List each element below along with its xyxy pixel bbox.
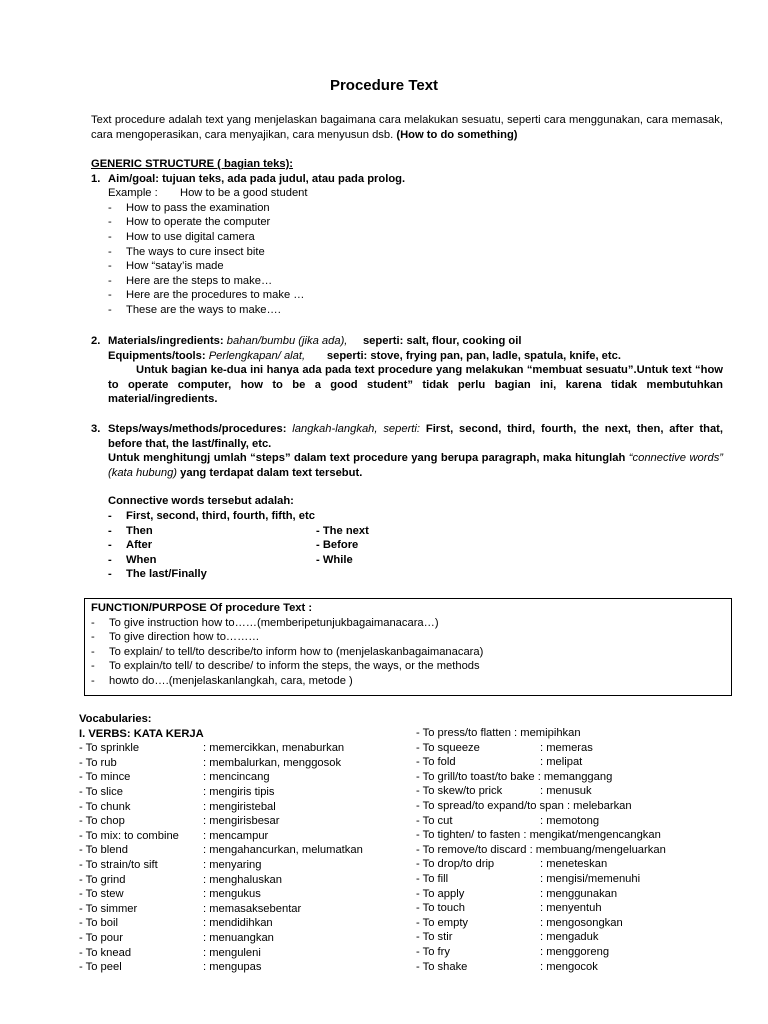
vocab-term: - To remove/to discard bbox=[416, 843, 527, 856]
vocab-row bbox=[416, 901, 666, 916]
vocab-meaning: : mengiris tipis bbox=[203, 785, 275, 798]
vocab-meaning: : menusuk bbox=[540, 785, 592, 798]
vocab-meaning: : mencampur bbox=[203, 829, 269, 842]
vocab-subheading: I. VERBS: KATA KERJA bbox=[79, 727, 204, 740]
aim-example-value: How to be a good student bbox=[180, 187, 308, 200]
vocab-row bbox=[416, 828, 666, 843]
vocab-meaning: : memipihkan bbox=[514, 727, 581, 739]
vocab-term: - To skew/to prick bbox=[416, 785, 503, 798]
vocab-right-list bbox=[416, 726, 666, 974]
vocab-meaning: : melipat bbox=[540, 756, 583, 769]
vocab-meaning: : menggoreng bbox=[540, 945, 610, 958]
vocab-right bbox=[416, 726, 666, 974]
vocab-term: - To fry bbox=[416, 945, 450, 958]
page-title: Procedure Text bbox=[329, 77, 439, 94]
list-item: - How to pass the examination bbox=[108, 201, 270, 214]
vocab-term: - To tighten/ to fasten bbox=[416, 829, 521, 842]
vocab-meaning: : mengiristebal bbox=[203, 800, 276, 813]
vocab-term: - To sprinkle bbox=[79, 742, 140, 755]
aim-list bbox=[91, 201, 723, 318]
vocab-meaning: : melebarkan bbox=[566, 799, 632, 812]
materials-note: Untuk bagian ke-dua ini hanya ada pada text procedure yang melakukan “membuat sesuatu”.Untuk text “how to operate computer, how to be a good student” tidak perlu bagian ini, karena tidak membutuhkan material/ingredients. bbox=[108, 364, 723, 406]
vocab-term: - To fold bbox=[416, 756, 456, 769]
vocab-meaning: : menyaring bbox=[203, 858, 262, 871]
aim-heading bbox=[91, 172, 723, 187]
vocab-meaning: : memanggang bbox=[537, 770, 613, 783]
aim-example-label: Example : bbox=[108, 187, 158, 200]
vocab-meaning: : mengocok bbox=[540, 960, 598, 973]
vocab-meaning: : membalurkan, menggosok bbox=[203, 756, 342, 769]
vocab-term: - To touch bbox=[416, 902, 465, 915]
connective-heading: Connective words tersebut adalah: bbox=[108, 495, 294, 508]
vocab-term: - To stew bbox=[79, 888, 124, 901]
vocab-term: - To mince bbox=[79, 771, 131, 784]
equipments-line: Equipments/tools: Perlengkapan/ alat, seperti: stove, frying pan, pan, ladle, spatula, knife, etc. bbox=[108, 349, 621, 362]
vocab-row bbox=[416, 843, 666, 858]
steps-note: Untuk menghitungj umlah “steps” dalam text procedure yang berupa paragraph, maka hitunglah “connective words” (kata hubung) yang terdapat dalam text tersebut. bbox=[108, 452, 724, 479]
vocab-row bbox=[416, 784, 666, 799]
materials-section bbox=[91, 334, 723, 407]
list-item: - To explain/to tell/ to describe/ to inform the steps, the ways, or the methods bbox=[91, 660, 480, 673]
vocab-meaning: : mendidihkan bbox=[203, 917, 273, 930]
vocab-meaning: : mengosongkan bbox=[540, 916, 623, 929]
vocab-row bbox=[416, 755, 666, 770]
steps-section bbox=[91, 422, 723, 582]
vocab-row bbox=[416, 930, 666, 945]
vocab-meaning: : membuang/mengeluarkan bbox=[529, 843, 666, 856]
vocab-meaning: : memeras bbox=[540, 741, 593, 754]
vocab-term: - To grind bbox=[79, 873, 126, 886]
vocab-term: - To grill/to toast/to bake bbox=[416, 770, 535, 783]
intro-paragraph bbox=[91, 113, 723, 142]
vocab-row bbox=[416, 741, 666, 756]
vocab-term: - To peel bbox=[79, 961, 122, 974]
list-item: - To explain/ to tell/to describe/to inform how to (menjelaskanbagaimanacara) bbox=[91, 645, 484, 658]
materials-line: 2. Materials/ingredients: bahan/bumbu (jika ada), seperti: salt, flour, cooking oil bbox=[91, 335, 522, 347]
vocab-row bbox=[416, 945, 666, 960]
vocab-term: - To press/to flatten bbox=[416, 727, 511, 739]
list-item: - First, second, third, fourth, fifth, etc bbox=[108, 509, 315, 522]
list-item: - Here are the procedures to make … bbox=[108, 289, 305, 302]
vocab-term: - To chop bbox=[79, 815, 125, 828]
list-item: - Here are the steps to make… bbox=[108, 274, 273, 287]
list-item: - howto do….(menjelaskanlangkah, cara, metode ) bbox=[91, 674, 353, 687]
vocab-meaning: : mengikat/mengencangkan bbox=[523, 829, 661, 842]
vocab-left bbox=[79, 712, 403, 975]
vocab-meaning: : menguleni bbox=[203, 946, 261, 959]
vocab-meaning: : memercikkan, menaburkan bbox=[203, 742, 345, 755]
vocab-row bbox=[416, 887, 666, 902]
vocab-meaning: : mengisi/memenuhi bbox=[540, 872, 641, 885]
list-item: - How “satay’is made bbox=[108, 260, 224, 273]
vocab-row bbox=[416, 872, 666, 887]
list-item: - How to operate the computer bbox=[108, 216, 271, 229]
vocab-row bbox=[416, 799, 666, 814]
vocab-term: - To pour bbox=[79, 931, 123, 944]
vocab-meaning: : menyentuh bbox=[540, 902, 602, 915]
vocab-term: - To rub bbox=[79, 756, 117, 769]
vocab-meaning: : mengirisbesar bbox=[203, 815, 280, 828]
list-item: - The ways to cure insect bite bbox=[108, 245, 265, 258]
vocab-term: - To cut bbox=[416, 814, 453, 827]
generic-structure-section bbox=[91, 157, 723, 318]
vocab-term: - To shake bbox=[416, 960, 468, 973]
vocab-term: - To spread/to expand/to span bbox=[416, 799, 564, 812]
vocab-row bbox=[416, 960, 666, 975]
list-item: - When - While bbox=[108, 553, 353, 566]
vocab-meaning: : mengahancurkan, melumatkan bbox=[203, 844, 363, 857]
vocab-row bbox=[416, 857, 666, 872]
list-item: - After - Before bbox=[108, 539, 359, 552]
vocab-meaning: : menggunakan bbox=[540, 887, 618, 900]
intro-text: Text procedure adalah text yang menjelaskan bagaimana cara melakukan sesuatu, seperti cara menggunakan, cara memasak, cara mengoperasikan, cara menyajikan, cara menyusun dsb. bbox=[91, 114, 723, 141]
vocab-meaning: : menuangkan bbox=[203, 931, 274, 944]
vocab-meaning: : mengukus bbox=[203, 888, 261, 901]
function-box bbox=[84, 598, 732, 696]
vocab-meaning: : mengupas bbox=[203, 961, 262, 974]
vocab-row bbox=[416, 726, 666, 741]
vocab-meaning: : mengaduk bbox=[540, 931, 599, 944]
vocab-term: - To knead bbox=[79, 946, 132, 959]
vocab-left-list bbox=[79, 741, 403, 975]
vocab-term: - To empty bbox=[416, 916, 469, 929]
list-item: - These are the ways to make…. bbox=[108, 303, 281, 316]
list-item: - How to use digital camera bbox=[108, 230, 255, 243]
vocab-heading: Vocabularies: bbox=[79, 713, 152, 725]
aim-example bbox=[91, 186, 723, 201]
vocab-term: - To slice bbox=[79, 785, 123, 798]
list-item: - Then - The next bbox=[108, 524, 369, 537]
aim-label: Aim/goal: tujuan teks, ada pada judul, atau pada prolog. bbox=[108, 172, 406, 185]
vocab-term: - To fill bbox=[416, 872, 449, 885]
vocab-term: - To squeeze bbox=[416, 741, 480, 754]
vocab-meaning: : menghaluskan bbox=[203, 873, 282, 886]
vocab-term: - To drop/to drip bbox=[416, 858, 495, 871]
intro-bold-tail: (How to do something) bbox=[396, 128, 518, 141]
vocab-meaning: : mencincang bbox=[203, 771, 270, 784]
list-item: - To give direction how to……… bbox=[91, 631, 260, 644]
vocab-term: - To simmer bbox=[79, 902, 138, 915]
vocab-term: - To apply bbox=[416, 887, 465, 900]
vocab-term: - To mix: to combine bbox=[79, 829, 179, 842]
vocab-row bbox=[416, 916, 666, 931]
function-heading: FUNCTION/PURPOSE Of procedure Text : bbox=[91, 602, 313, 614]
vocab-term: - To chunk bbox=[79, 800, 131, 813]
vocab-term: - To strain/to sift bbox=[79, 858, 158, 871]
vocab-row bbox=[416, 814, 666, 829]
vocab-meaning: : meneteskan bbox=[540, 858, 608, 871]
steps-line: 3. Steps/ways/methods/procedures: langkah-langkah, seperti: First, second, third, fourth, the next, then, after that, before that, the last/finally, etc. bbox=[91, 423, 724, 450]
vocab-term: - To stir bbox=[416, 931, 453, 944]
aim-number: 1. bbox=[91, 172, 101, 185]
vocab-meaning: : memotong bbox=[540, 814, 600, 827]
generic-structure-heading: GENERIC STRUCTURE ( bagian teks): bbox=[91, 158, 294, 170]
vocab-term: - To blend bbox=[79, 844, 128, 857]
list-item: - To give instruction how to……(memberipetunjukbagaimanacara…) bbox=[91, 616, 439, 629]
vocab-row bbox=[416, 770, 666, 785]
list-item: - The last/Finally bbox=[108, 568, 207, 581]
vocab-meaning: : memasaksebentar bbox=[203, 902, 302, 915]
vocab-term: - To boil bbox=[79, 917, 118, 930]
